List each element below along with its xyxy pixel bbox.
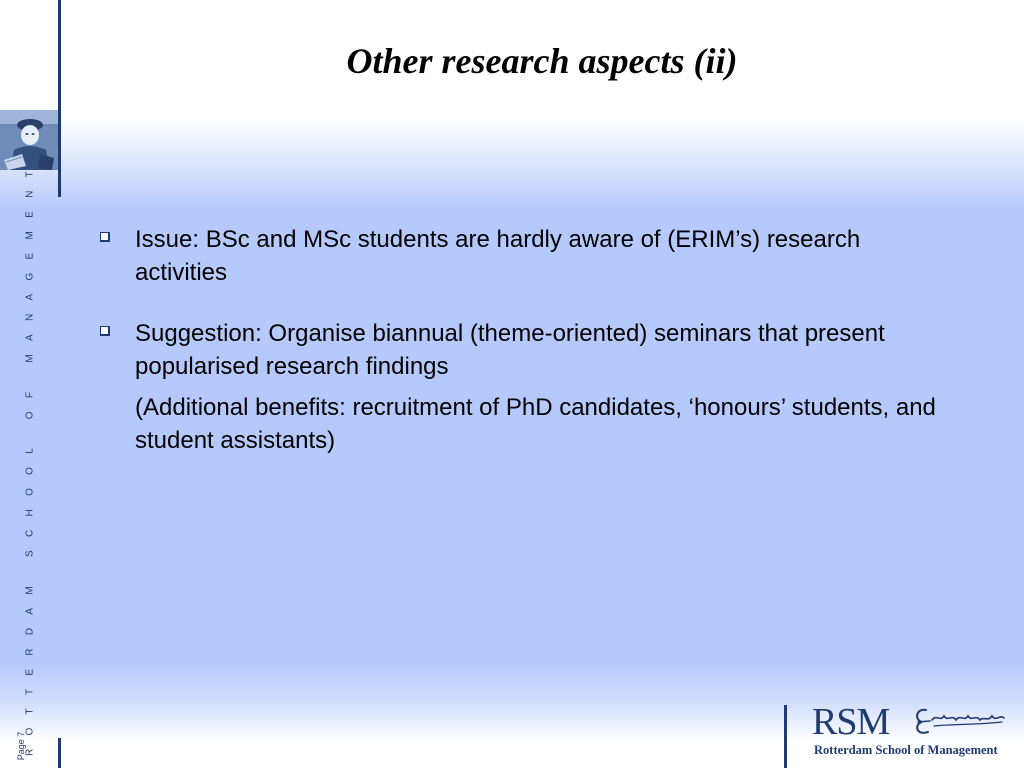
bullet-item-issue — [98, 223, 948, 289]
erasmus-signature-icon — [912, 702, 1012, 740]
bullet-note: (Additional benefits: recruitment of PhD candidates, ‘honours’ students, and student assistants) — [135, 394, 936, 454]
bullet-list — [98, 223, 948, 485]
rsm-logo — [812, 700, 1012, 764]
left-rule-bottom — [58, 738, 61, 768]
page-number: Page 7 — [16, 731, 26, 761]
vertical-school-name: ROTTERDAM SCHOOL OF MANAGEMENT — [24, 157, 36, 757]
logo-divider — [784, 705, 787, 768]
square-bullet-icon — [100, 232, 110, 242]
square-bullet-icon — [100, 326, 110, 336]
bullet-text: Issue: BSc and MSc students are hardly aware of (ERIM’s) research activities — [135, 226, 861, 286]
logo-subtitle: Rotterdam School of Management — [814, 743, 998, 757]
left-rule-top — [58, 0, 61, 197]
bullet-text: Suggestion: Organise biannual (theme-oriented) seminars that present popularised research findings — [135, 320, 885, 380]
bullet-item-suggestion — [98, 317, 948, 457]
slide-title: Other research aspects (ii) — [346, 41, 738, 81]
logo-mark: RSM — [812, 701, 890, 743]
